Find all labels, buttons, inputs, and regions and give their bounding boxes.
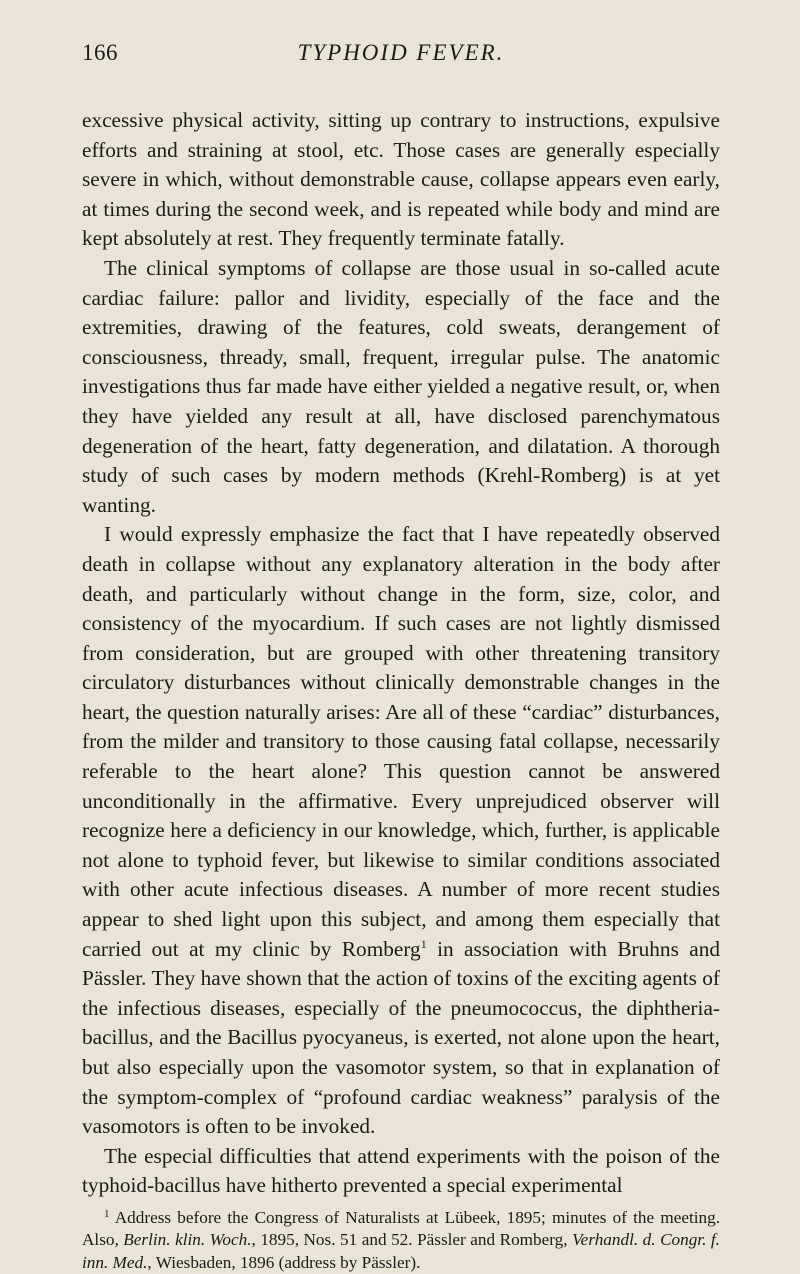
paragraph: The clinical symptoms of collapse are those usual in so-called acute cardiac failure: pallor and lividity, especially of the face and the extremities, drawing of the features, cold sweats, derangement of consciousness, thready, small, frequent, irregular pulse. The anatomic investigations thus far made have either yielded a negative result, or, when they have yielded any result at all, have disclosed parenchymatous degeneration of the heart, fatty degeneration, and dilatation. A thorough study of such cases by modern methods (Krehl-Romberg) is at yet wanting. <box>82 255 720 517</box>
paragraph: I would expressly emphasize the fact that I have repeatedly observed death in collapse without any explanatory alteration in the body after death, and particularly without change in the form, size, color, and consistency of the myocardium. If such cases are not lightly dismissed from consideration, but are grouped with other threatening transitory circulatory disturbances without clinically demonstrable changes in the heart, the question naturally arises: Are all of these “cardiac” disturbances, from the milder and transitory to those causing fatal collapse, necessarily referable to the heart alone? This question cannot be answered unconditionally in the affirmative. Every unprejudiced observer will recognize here a deficiency in our knowledge, which, further, is applicable not alone to typhoid fever, but likewise to similar conditions associated with other acute infectious diseases. A number of more recent studies appear to shed light upon this subject, and among them especially that carried out at my clinic by Romberg$^1$ in association with Bruhns and Pässler. They have shown that the action of toxins of the exciting agents of the infectious diseases, especially of the pneumococcus, the diphtheria-bacillus, and the Bacillus pyocyaneus, is exerted, not alone upon the heart, but also especially upon the vasomotor system, so that in explanation of the symptom-complex of “profound cardiac weakness” paralysis of the vasomotors is often to be invoked. <box>82 522 720 1139</box>
page-header <box>82 0 720 78</box>
body-text <box>82 106 720 1201</box>
footnote: $^1$ Address before the Congress of Naturalists at Lübeek, 1895; minutes of the meeting. Also, Berlin. klin. Woch., 1895, Nos. 51 and 52. Pässler and Romberg, Verhandl. d. Congr. f. inn. Med., Wiesbaden, 1896 (address by Pässler). <box>82 1207 720 1272</box>
footnotes <box>82 1207 720 1274</box>
paragraph: The especial difficulties that attend experiments with the poison of the typhoid-bacillus have hitherto prevented a special experimental <box>82 1143 720 1198</box>
page-number: 166 <box>82 40 118 65</box>
paragraph: excessive physical activity, sitting up contrary to instructions, expulsive efforts and straining at stool, etc. Those cases are generally especially severe in which, without demonstrable cause, collapse appears even early, at times during the second week, and is repeated while body and mind are kept absolutely at rest. They frequently terminate fatally. <box>82 108 720 251</box>
journal-title: Verhandl. d. Congr. f. inn. Med. <box>82 1230 720 1272</box>
footnote-marker: 1 <box>104 1207 110 1220</box>
journal-title: Berlin. klin. Woch. <box>123 1230 252 1250</box>
footnote-reference: 1 <box>420 936 427 951</box>
running-head: TYPHOID FEVER. <box>297 40 505 65</box>
